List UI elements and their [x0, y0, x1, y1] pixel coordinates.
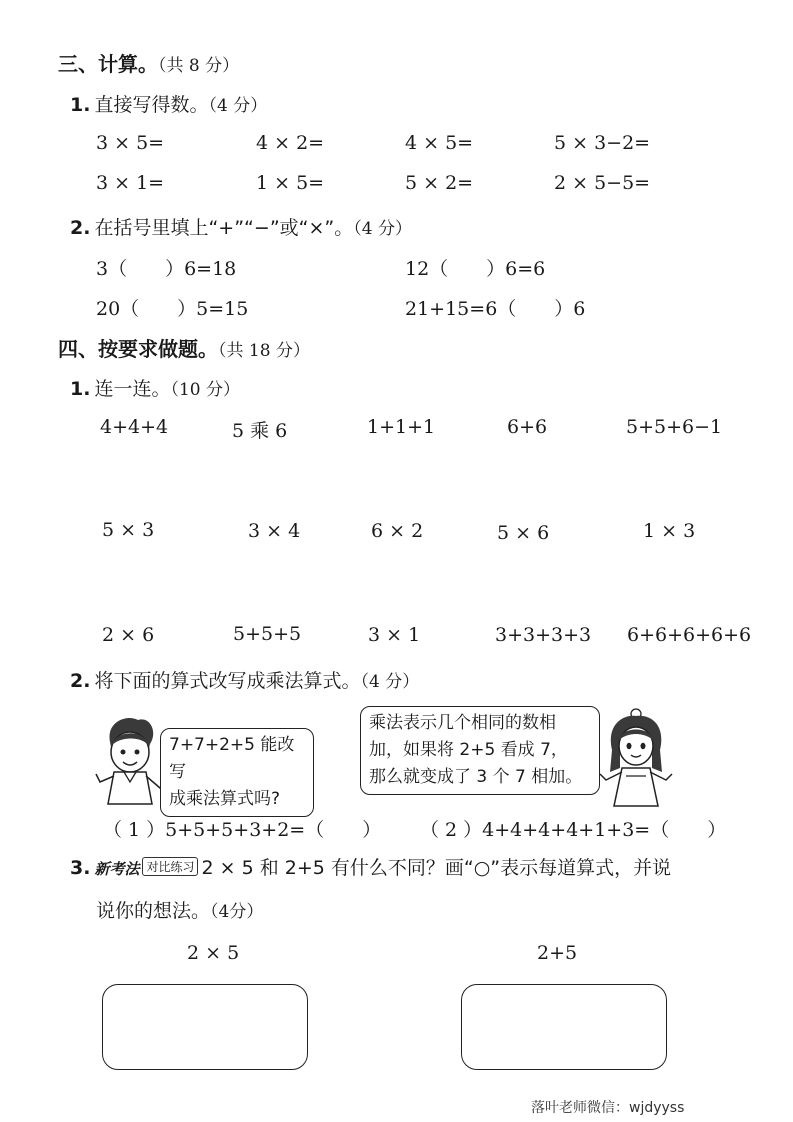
- calc-item: 3 × 5=: [96, 132, 165, 154]
- section-4-points: （共 18 分）: [218, 341, 310, 361]
- question-number: 2.: [70, 670, 91, 692]
- question-number: 2.: [70, 217, 91, 239]
- calc-item: 1 × 5=: [256, 172, 325, 194]
- question-text: 在括号里填上“+”“−”或“×”。: [94, 217, 354, 239]
- match-item-top[interactable]: 1+1+1: [367, 416, 436, 438]
- question-text: 连一连。: [94, 378, 171, 400]
- question-number: 1.: [70, 378, 91, 400]
- fill-operator-item[interactable]: 21+15=6（ ）6: [405, 298, 586, 320]
- footer-contact: 落叶老师微信：wjdyyss: [531, 1100, 685, 1116]
- match-item-bottom[interactable]: 5+5+5: [233, 623, 302, 645]
- match-item-middle[interactable]: 6 × 2: [371, 520, 424, 542]
- drawing-box-right[interactable]: [461, 984, 667, 1070]
- match-item-middle[interactable]: 3 × 4: [248, 520, 301, 542]
- question-4-3-line2: [96, 896, 263, 923]
- match-item-bottom[interactable]: 3 × 1: [368, 624, 421, 646]
- rewrite-item-1[interactable]: （ 1 ）5+5+5+3+2=（ ）: [103, 819, 382, 841]
- speech-line: 那么就变成了 3 个 7 相加。: [369, 767, 583, 787]
- calc-item: 4 × 2=: [256, 132, 325, 154]
- answer-label-left: 2 × 5: [187, 942, 240, 964]
- question-4-1-heading: [70, 374, 240, 401]
- match-item-middle[interactable]: 1 × 3: [643, 520, 696, 542]
- question-text: 直接写得数。: [94, 94, 209, 116]
- calc-item: 2 × 5−5=: [554, 172, 651, 194]
- match-item-top[interactable]: 6+6: [507, 416, 548, 438]
- drawing-box-left[interactable]: [102, 984, 308, 1070]
- question-text: 将下面的算式改写成乘法算式。: [94, 670, 361, 692]
- rewrite-item-2[interactable]: （ 2 ）4+4+4+4+1+3=（ ）: [420, 819, 727, 841]
- fill-operator-item[interactable]: 12（ ）6=6: [405, 258, 546, 280]
- match-item-bottom[interactable]: 6+6+6+6+6: [627, 624, 752, 646]
- question-text: 2 × 5 和 2+5 有什么不同？画“○”表示每道算式，并说: [201, 857, 672, 879]
- section-3-title: 三、计算。: [58, 52, 158, 76]
- section-3-points: （共 8 分）: [158, 56, 240, 76]
- section-4-heading: [58, 333, 310, 362]
- speech-line: 加，如果将 2+5 看成 7，: [369, 740, 568, 760]
- match-item-bottom[interactable]: 3+3+3+3: [495, 624, 592, 646]
- fill-operator-item[interactable]: 3（ ）6=18: [96, 258, 237, 280]
- section-3-heading: [58, 48, 239, 77]
- question-4-3-heading: [70, 853, 671, 880]
- question-points: （4 分）: [360, 672, 420, 692]
- match-item-top[interactable]: 5+5+6−1: [626, 416, 723, 438]
- girl-speech-bubble: [360, 706, 600, 795]
- question-4-2-heading: [70, 666, 419, 693]
- boy-illustration: [92, 712, 166, 808]
- match-item-middle[interactable]: 5 × 6: [497, 522, 550, 544]
- question-points: （4分）: [210, 902, 264, 922]
- calc-item: 5 × 3−2=: [554, 132, 651, 154]
- question-points: （10 分）: [170, 380, 241, 400]
- boy-speech-bubble: [160, 728, 314, 817]
- match-item-bottom[interactable]: 2 × 6: [102, 624, 155, 646]
- girl-illustration: [596, 708, 676, 810]
- question-3-1-heading: [70, 90, 267, 117]
- match-item-middle[interactable]: 5 × 3: [102, 519, 155, 541]
- speech-line: 乘法表示几个相同的数相: [369, 713, 556, 733]
- question-number: 3.: [70, 857, 91, 879]
- answer-label-right: 2+5: [537, 942, 578, 964]
- fill-operator-item[interactable]: 20（ ）5=15: [96, 298, 249, 320]
- question-3-2-heading: [70, 213, 412, 240]
- calc-item: 5 × 2=: [405, 172, 474, 194]
- question-points: （4 分）: [208, 96, 268, 116]
- question-points: （4 分）: [353, 219, 413, 239]
- calc-item: 4 × 5=: [405, 132, 474, 154]
- question-number: 1.: [70, 94, 91, 116]
- speech-line: 7+7+2+5 能改写: [169, 735, 295, 782]
- speech-line: 成乘法算式吗?: [169, 789, 281, 809]
- match-item-top[interactable]: 5 乘 6: [232, 420, 288, 442]
- match-item-top[interactable]: 4+4+4: [100, 416, 169, 438]
- new-method-badge: 新考法: [94, 860, 140, 878]
- section-4-title: 四、按要求做题。: [58, 337, 218, 361]
- comparison-practice-badge: 对比练习: [142, 857, 198, 876]
- calc-item: 3 × 1=: [96, 172, 165, 194]
- question-text: 说你的想法。: [96, 900, 211, 922]
